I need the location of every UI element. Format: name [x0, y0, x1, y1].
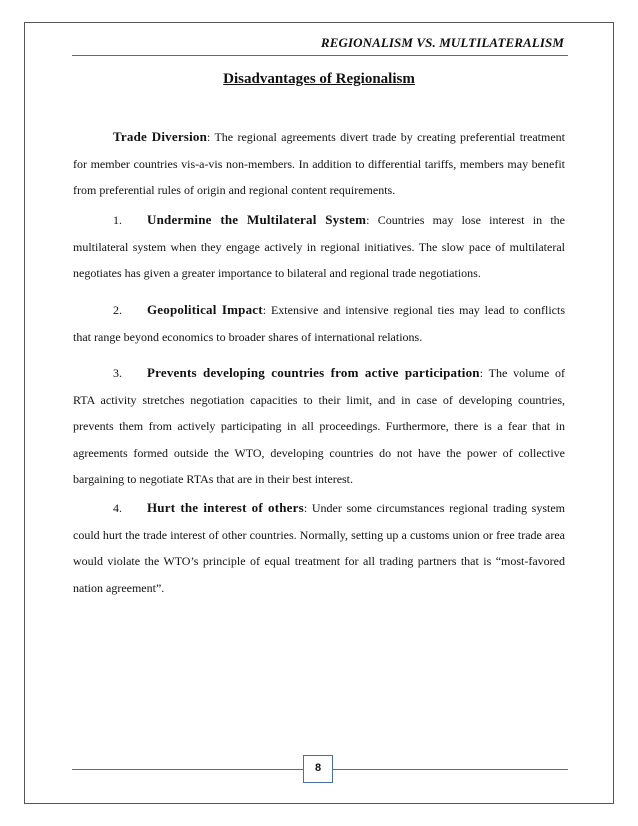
- list-item: [73, 360, 565, 493]
- intro-term: Trade Diversion: [113, 129, 208, 144]
- item-term: Hurt the interest of others: [147, 500, 304, 515]
- item-number: 1.: [113, 213, 122, 227]
- page-number: 8: [303, 755, 333, 783]
- item-number: 2.: [113, 303, 122, 317]
- running-header: REGIONALISM VS. MULTILATERALISM: [320, 35, 564, 50]
- page-title: Disadvantages of Regionalism: [223, 71, 415, 87]
- item-text: : Under some circumstances regional trading system could hurt the trade interest of other countries. Normally, setting up a customs union or free trade area would violate the WTO’s principle of equal treatment for all trading partners that is “most-favored nation agreement”.: [73, 501, 565, 595]
- item-term: Prevents developing countries from active participation: [147, 365, 480, 380]
- intro-paragraph: [73, 124, 565, 204]
- list-item: [73, 297, 565, 350]
- item-term: Undermine the Multilateral System: [147, 212, 367, 227]
- item-text: : The volume of RTA activity stretches negotiation capacities to their limit, and in case of developing countries, prevents them from actively participating in all proceedings. Furthermore, there is a fear that in agreements formed outside the WTO, developing countries do not have the power of collective bargaining to negotiate RTAs that are in their best interest.: [73, 366, 566, 486]
- list-item: [73, 207, 565, 287]
- item-number: 4.: [113, 501, 122, 515]
- item-term: Geopolitical Impact: [147, 302, 263, 317]
- list-item: [73, 495, 565, 601]
- header-rule: [72, 55, 568, 56]
- item-number: 3.: [113, 366, 122, 380]
- item-text: : Extensive and intensive regional ties may lead to conflicts that range beyond economics to broader shares of international relations.: [73, 303, 565, 344]
- intro-text: : The regional agreements divert trade by creating preferential treatment for member countries vis-a-vis non-members. In addition to differential tariffs, members may benefit from preferential rules of origin and regional content requirements.: [73, 130, 566, 197]
- item-text: : Countries may lose interest in the multilateral system when they engage actively in regional initiatives. The slow pace of multilateral negotiates has given a greater importance to bilateral and regional trade negotiations.: [73, 213, 566, 280]
